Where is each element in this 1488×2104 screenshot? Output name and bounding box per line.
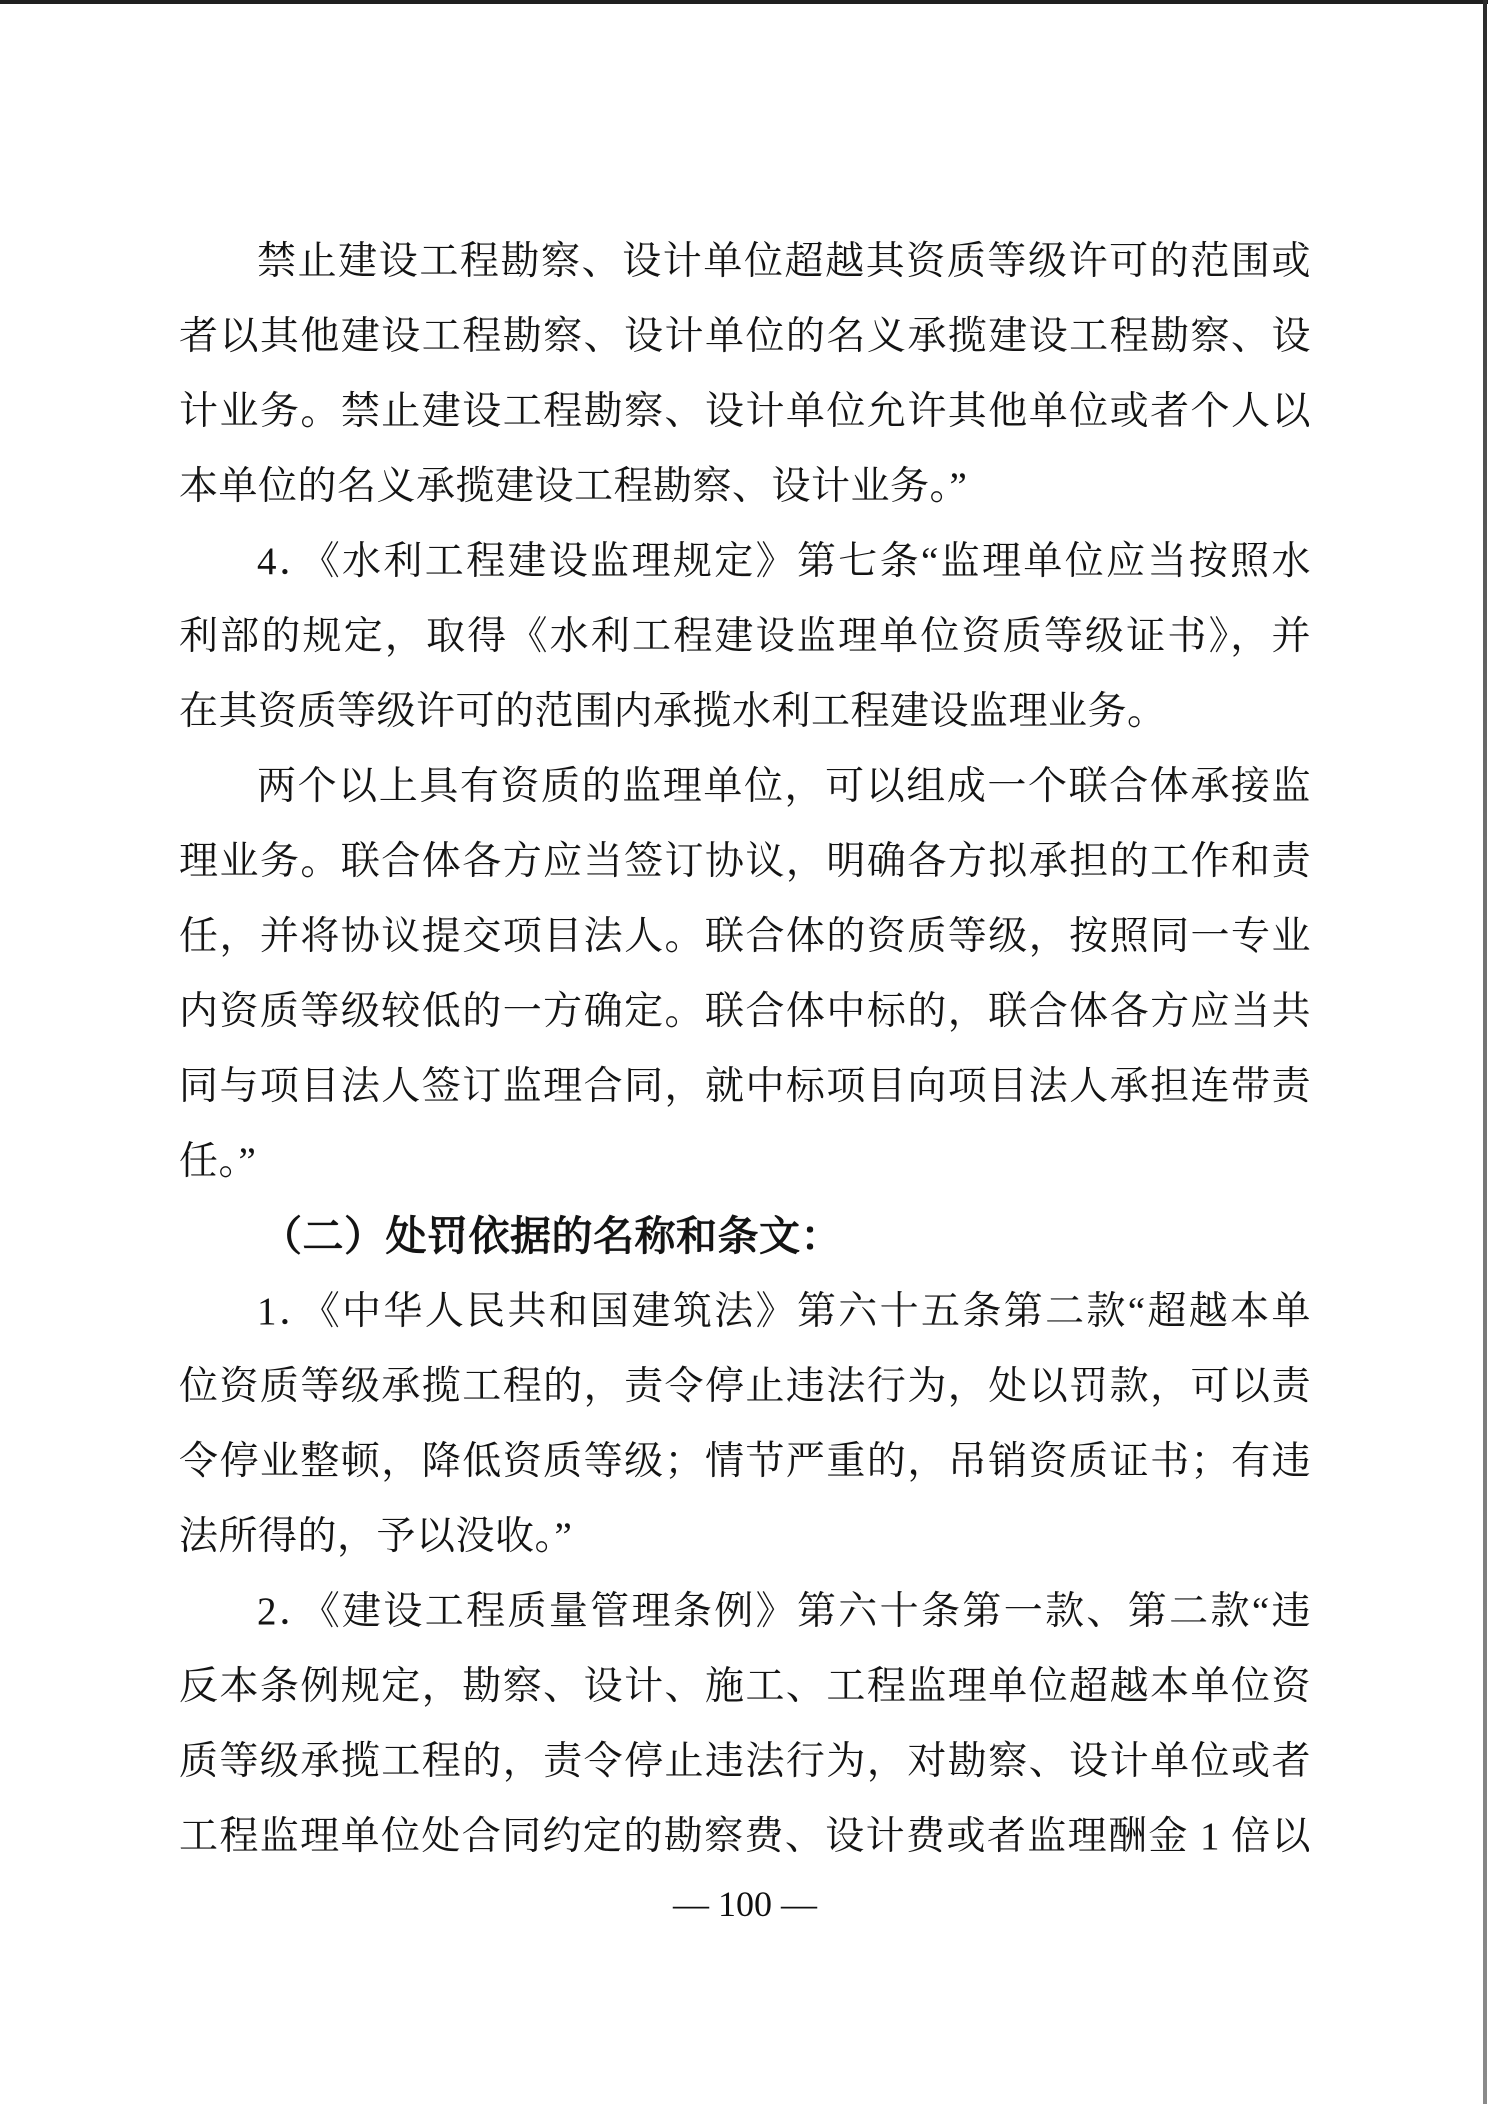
text-line: 同与项目法人签订监理合同，就中标项目向项目法人承担连带责 <box>179 1065 1311 1108</box>
paragraph-3 <box>179 749 1311 1199</box>
text-line: 2．《建设工程质量管理条例》第六十条第一款、第二款“违 <box>257 1590 1311 1633</box>
text-line: 在其资质等级许可的范围内承揽水利工程建设监理业务。 <box>179 690 1167 733</box>
text-line: 本单位的名义承揽建设工程勘察、设计业务。” <box>179 465 968 508</box>
text-line: 任，并将协议提交项目法人。联合体的资质等级，按照同一专业 <box>179 915 1311 958</box>
text-line: 令停业整顿，降低资质等级；情节严重的，吊销资质证书；有违 <box>179 1440 1311 1483</box>
text-line: 位资质等级承揽工程的，责令停止违法行为，处以罚款，可以责 <box>179 1365 1311 1408</box>
text-line: 任。” <box>179 1140 257 1183</box>
paragraph-5 <box>179 1574 1311 1874</box>
text-line: 反本条例规定，勘察、设计、施工、工程监理单位超越本单位资 <box>179 1665 1311 1708</box>
text-line: 两个以上具有资质的监理单位，可以组成一个联合体承接监 <box>257 765 1311 808</box>
paragraph-1 <box>179 224 1311 524</box>
text-line: 内资质等级较低的一方确定。联合体中标的，联合体各方应当共 <box>179 990 1311 1033</box>
text-line: 质等级承揽工程的，责令停止违法行为，对勘察、设计单位或者 <box>179 1740 1311 1783</box>
text-line: 4．《水利工程建设监理规定》第七条“监理单位应当按照水 <box>257 540 1311 583</box>
paragraph-4 <box>179 1274 1311 1574</box>
text-line: 者以其他建设工程勘察、设计单位的名义承揽建设工程勘察、设 <box>179 315 1311 358</box>
page-number: — 100 — <box>673 1884 817 1924</box>
text-line: 1．《中华人民共和国建筑法》第六十五条第二款“超越本单 <box>257 1290 1311 1333</box>
text-line: 理业务。联合体各方应当签订协议，明确各方拟承担的工作和责 <box>179 840 1311 883</box>
text-line: 计业务。禁止建设工程勘察、设计单位允许其他单位或者个人以 <box>179 390 1311 433</box>
text-line: 利部的规定，取得《水利工程建设监理单位资质等级证书》，并 <box>179 615 1311 658</box>
paragraph-2 <box>179 524 1311 749</box>
scan-right-edge-line <box>1483 0 1487 2104</box>
text-line: 工程监理单位处合同约定的勘察费、设计费或者监理酬金 1 倍以 <box>179 1815 1311 1858</box>
section-heading-block <box>179 1199 1311 1274</box>
section-heading: （二）处罚依据的名称和条文： <box>261 1213 842 1259</box>
text-block <box>179 224 1311 1874</box>
scan-top-edge-line <box>0 0 1488 4</box>
text-line: 禁止建设工程勘察、设计单位超越其资质等级许可的范围或 <box>257 240 1311 283</box>
text-line: 法所得的，予以没收。” <box>179 1515 573 1558</box>
